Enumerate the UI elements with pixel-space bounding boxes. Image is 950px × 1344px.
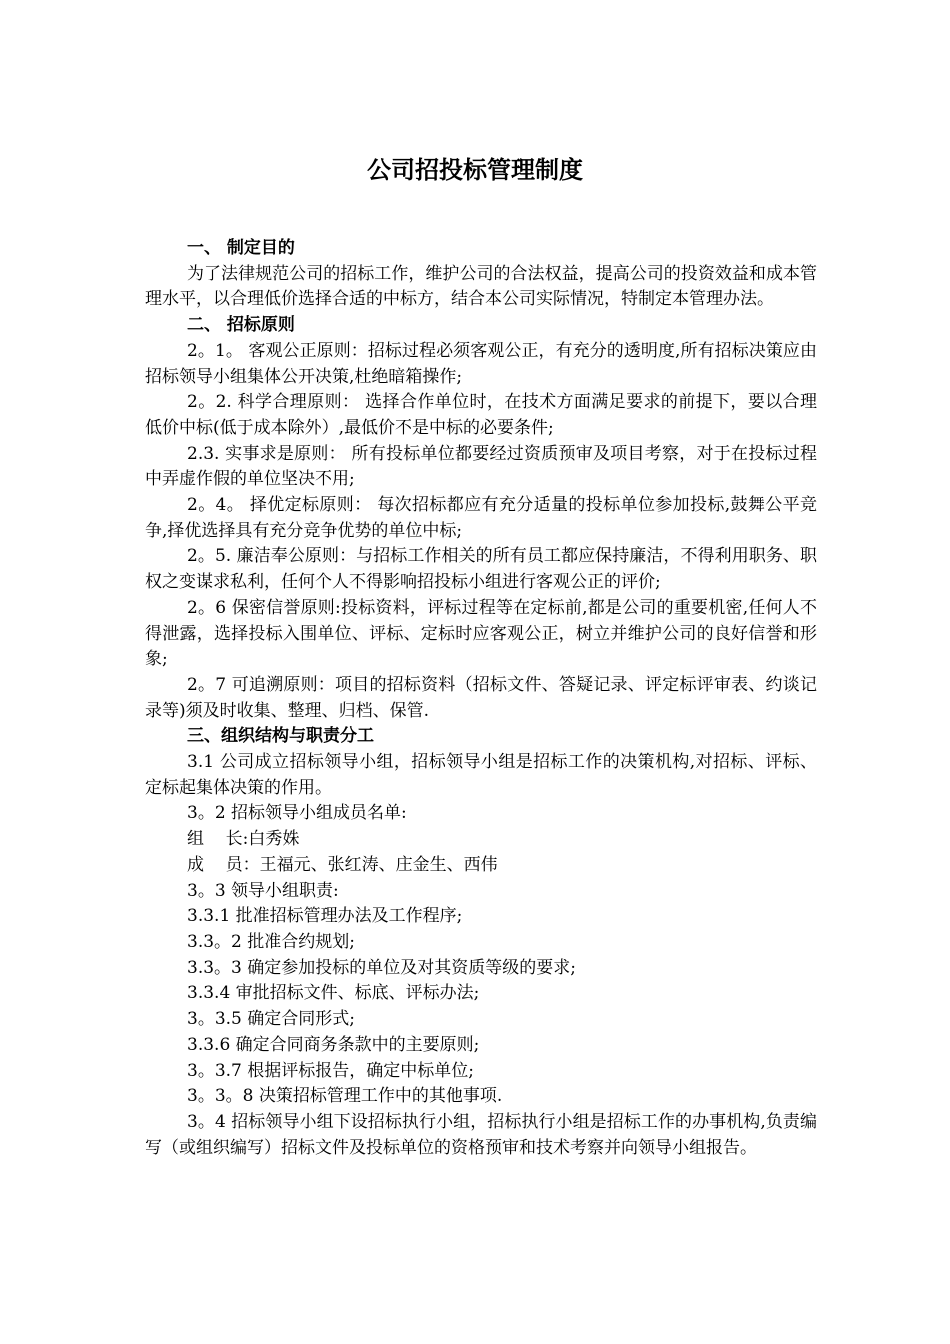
paragraph-principle-2-5: 2。5. 廉洁奉公原则：与招标工作相关的所有员工都应保持廉洁，不得利用职务、职权之变谋求私利，任何个人不得影响招投标小组进行客观公正的评价; [145,546,817,593]
paragraph-principle-2-3: 2.3. 实事求是原则： 所有投标单位都要经过资质预审及项目考察，对于在投标过程中弄虚作假的单位坚决不用; [145,443,817,490]
line-3-3: 3。3 领导小组职责: [187,880,339,901]
section-heading-principles: 二、 招标原则 [187,315,295,336]
section-heading-purpose: 一、 制定目的 [187,238,295,258]
document-body [145,236,817,1161]
paragraph-principle-2-6: 2。6 保密信誉原则:投标资料，评标过程等在定标前,都是公司的重要机密,任何人不得泄露，选择投标入围单位、评标、定标时应客观公正，树立并维护公司的良好信誉和形象; [145,597,817,670]
section-heading-organization: 三、组织结构与职责分工 [187,726,374,747]
line-team-leader: 组 长:白秀姝 [187,829,300,850]
line-3-3-8: 3。3。8 决策招标管理工作中的其他事项. [187,1086,503,1107]
paragraph-3-4: 3。4 招标领导小组下设招标执行小组，招标执行小组是招标工作的办事机构,负责编写（或组织编写）招标文件及投标单位的资格预审和技术考察并向领导小组报告。 [145,1111,817,1158]
paragraph-principle-2-4: 2。4。 择优定标原则： 每次招标都应有充分适量的投标单位参加投标,鼓舞公平竞争,择优选择具有充分竞争优势的单位中标; [145,495,817,541]
paragraph-principle-2-2: 2。2. 科学合理原则： 选择合作单位时，在技术方面满足要求的前提下，要以合理低价中标(低于成本除外）,最低价不是中标的必要条件; [145,392,817,438]
line-team-members: 成 员：王福元、张红涛、庄金生、西伟 [187,854,498,875]
paragraph-3-1: 3.1 公司成立招标领导小组，招标领导小组是招标工作的决策机构,对招标、评标、定标起集体决策的作用。 [145,752,817,798]
line-3-2: 3。2 招标领导小组成员名单: [187,803,407,824]
paragraph-principle-2-7: 2。7 可追溯原则：项目的招标资料（招标文件、答疑记录、评定标评审表、约谈记录等)须及时收集、整理、归档、保管. [145,674,817,721]
line-3-3-7: 3。3.7 根据评标报告，确定中标单位; [187,1060,474,1081]
line-3-3-6: 3.3.6 确定合同商务条款中的主要原则; [187,1034,480,1055]
line-3-3-5: 3。3.5 确定合同形式; [187,1009,355,1030]
paragraph-purpose: 为了法律规范公司的招标工作，维护公司的合法权益，提高公司的投资效益和成本管理水平，以合理低价选择合适的中标方，结合本公司实际情况，特制定本管理办法。 [145,263,817,310]
line-3-3-3: 3.3。3 确定参加投标的单位及对其资质等级的要求; [187,957,576,978]
line-3-3-4: 3.3.4 审批招标文件、标底、评标办法; [187,983,480,1004]
paragraph-principle-2-1: 2。1。 客观公正原则：招标过程必须客观公正，有充分的透明度,所有招标决策应由招标领导小组集体公开决策,杜绝暗箱操作; [145,340,817,387]
line-3-3-2: 3.3。2 批准合约规划; [187,931,355,952]
document-title: 公司招投标管理制度 [367,156,583,184]
line-3-3-1: 3.3.1 批准招标管理办法及工作程序; [187,906,463,927]
